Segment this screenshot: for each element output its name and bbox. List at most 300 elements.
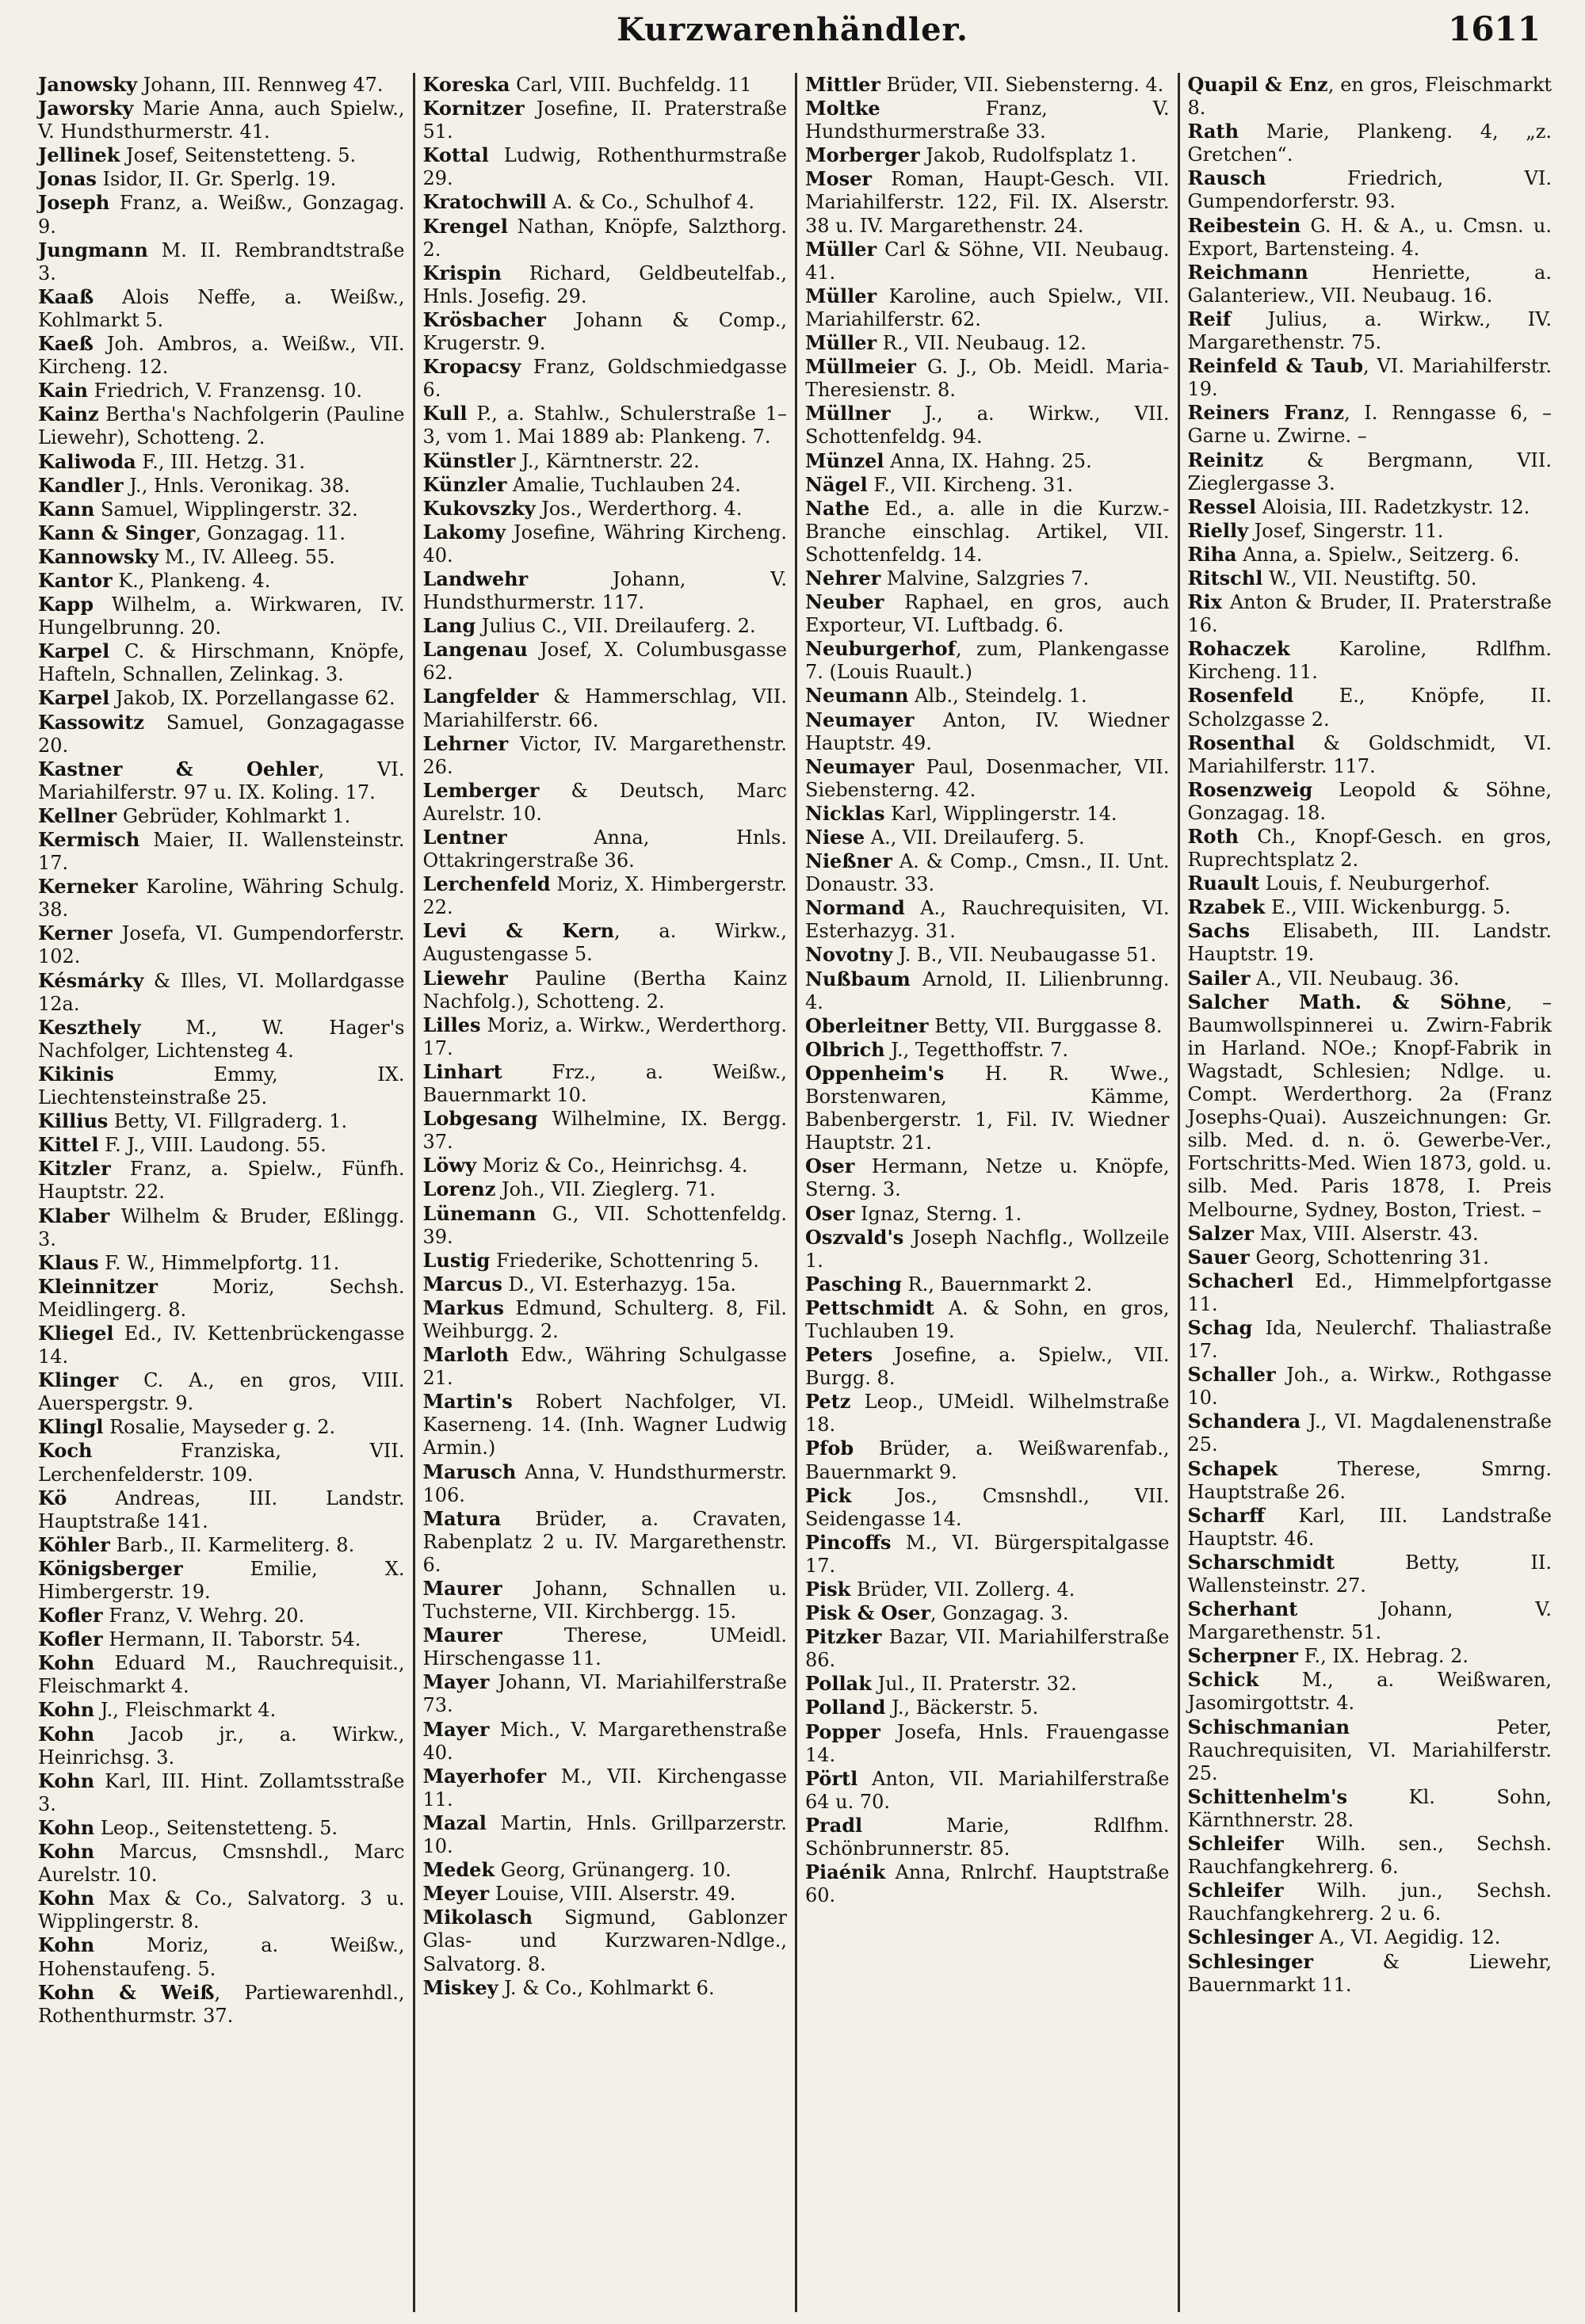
entry-details: J. B., VII. Neubaugasse 51. [892,944,1157,967]
entry-name: Salcher Math. & Söhne [1187,990,1507,1013]
entry-details: J., a. Wirkw., VII. Schottenfeldg. 94. [805,403,1170,448]
entry-name: Lemberger [422,778,540,802]
entry-details: , VI. Mariahilferstr. 97 u. IX. Koling. 17. [38,757,405,803]
entry-details: M., VII. Kirchengasse 11. [422,1765,787,1811]
entry-name: Nehrer [805,566,881,590]
directory-entry [1188,1879,1553,1925]
entry-details: Carl & Söhne, VII. Neubaug. 41. [805,238,1170,284]
entry-details: J., Fleischmarkt 4. [94,1699,277,1722]
directory-entry [38,379,405,403]
entry-name: Lehrner [422,731,509,755]
directory-entry [805,943,1170,967]
directory-entry [805,1038,1170,1062]
column-3 [795,73,1178,2312]
entry-details: Ludwig, Rothenthurmstraße 29. [422,144,787,190]
entry-name: Pitzker [805,1625,882,1649]
entry-name: Schlesinger [1187,1949,1314,1973]
directory-entry [805,1226,1170,1273]
entry-name: Schick [1187,1668,1259,1692]
directory-entry [423,1296,788,1343]
directory-entry [423,685,788,731]
entry-details: Franziska, VII. Lerchenfelderstr. 109. [38,1440,405,1486]
entry-details: Moriz, a. Wirkw., Werderthorg. 17. [422,1013,787,1059]
entry-details: A. & Sohn, en gros, Tuchlauben 19. [805,1296,1170,1342]
entry-name: Jonas [38,167,97,191]
entry-details: Bertha's Nachfolgerin (Pauline Liewehr), Schotteng. 2. [38,403,405,449]
directory-entry [38,1981,405,2028]
entry-name: Kohn & Weiß [38,1980,215,2004]
entry-details: Josef, X. Columbusgasse 62. [422,639,787,685]
entry-details: Kl. Sohn, Kärnthnerstr. 28. [1187,1785,1552,1831]
entry-details: Karl, Wipplingerstr. 14. [884,802,1117,825]
entry-details: Max, VIII. Alserstr. 43. [1254,1222,1479,1245]
directory-entry [1188,1644,1553,1668]
entry-details: Johann, Schnallen u. Tuchsterne, VII. Kirchbergg. 15. [422,1578,787,1624]
directory-entry [1188,731,1553,778]
entry-name: Kropacsy [422,355,521,379]
entry-details: Alois Neffe, a. Weißw., Kohlmarkt 5. [38,285,405,331]
entry-details: & Deutsch, Marc Aurelstr. 10. [422,779,787,825]
entry-name: Jellinek [38,143,120,167]
directory-entry [38,450,405,474]
directory-entry [38,969,405,1016]
entry-details: Samuel, Wipplingerstr. 32. [94,498,358,521]
entry-details: M., IV. Alleeg. 55. [158,545,335,568]
entry-name: Kainz [38,403,99,426]
entry-details: Nathan, Knöpfe, Salzthorg. 2. [422,215,787,261]
entry-name: Kastner & Oehler [38,757,319,780]
entry-details: , Gonzagag. 3. [930,1602,1069,1625]
directory-entry [805,567,1170,590]
entry-name: Künstler [422,448,516,472]
entry-name: Morberger [805,143,920,167]
directory-entry [1188,1316,1553,1363]
directory-entry [423,1154,788,1177]
directory-entry [38,1816,405,1840]
entry-details: Leop., Seitenstetteng. 5. [94,1816,338,1839]
directory-entry [805,1720,1170,1767]
entry-details: J., VI. Magdalenenstraße 25. [1187,1410,1552,1456]
directory-entry [423,97,788,143]
entry-name: Kantor [38,568,113,592]
directory-entry [38,1887,405,1933]
entry-name: Nathe [805,496,870,520]
entry-name: Pörtl [805,1766,858,1790]
directory-entry [1188,1832,1553,1879]
directory-entry [423,261,788,308]
entry-details: Josefine, II. Praterstraße 51. [422,97,787,143]
entry-details: Anna, Hnls. Ottakringerstraße 36. [422,826,787,872]
directory-entry [38,239,405,285]
entry-details: Josefine, a. Spielw., VII. Burgg. 8. [805,1344,1170,1390]
directory-entry [423,1390,788,1460]
entry-name: Marloth [422,1343,509,1367]
entry-details: Anna, V. Hundsthurmerstr. 106. [422,1460,787,1506]
entry-name: Lakomy [422,520,506,544]
entry-name: Lobgesang [422,1107,538,1131]
directory-entry [423,872,788,919]
entry-details: Max & Co., Salvatorg. 3 u. Wipplingerstr. 8. [38,1887,405,1933]
directory-entry [1188,1504,1553,1551]
directory-entry [423,1976,788,2000]
entry-name: Kohn [38,1933,95,1957]
entry-name: Krösbacher [422,307,546,331]
entry-name: Peters [805,1343,873,1367]
entry-details: Carl, VIII. Buchfeldg. 11 [510,74,752,96]
directory-entry [423,449,788,473]
entry-name: Kassowitz [38,710,144,734]
directory-entry [423,826,788,872]
entry-details: Alb., Steindelg. 1. [908,685,1087,708]
entry-details: Gebrüder, Kohlmarkt 1. [116,804,351,827]
directory-entry [38,1698,405,1722]
page-number: 1611 [1448,10,1541,48]
entry-details: , en gros, Fleischmarkt 8. [1187,74,1553,120]
directory-entry [38,639,405,686]
entry-name: Neumayer [805,708,915,731]
directory-entry [38,1651,405,1698]
entry-name: Königsberger [38,1556,183,1580]
entry-name: Kaaß [38,284,94,308]
entry-details: E., Knöpfe, II. Scholzgasse 2. [1187,685,1552,731]
entry-name: Kann & Singer [38,521,196,544]
entry-name: Matura [422,1506,502,1530]
directory-entry [805,1696,1170,1719]
entry-name: Kornitzer [422,97,525,120]
entry-details: Wilhelmine, IX. Bergg. 37. [422,1108,787,1154]
entry-details: Joseph Nachflg., Wollzeile 1. [805,1226,1170,1272]
directory-entry [423,1858,788,1882]
directory-entry [1188,637,1553,684]
directory-entry [38,1204,405,1251]
directory-entry [38,1016,405,1063]
entry-name: Kerneker [38,875,138,899]
entry-details: J., Tegetthoffstr. 7. [884,1038,1069,1061]
directory-entry [38,1933,405,1980]
directory-entry [805,1154,1170,1201]
directory-entry [805,967,1170,1014]
directory-entry [1188,919,1553,966]
directory-entry [1188,1363,1553,1410]
entry-name: Neuber [805,590,884,614]
directory-entry [1188,590,1553,637]
entry-name: Neumayer [805,754,915,778]
entry-name: Schag [1187,1315,1253,1339]
entry-name: Mayer [422,1717,490,1741]
entry-name: Reinfeld & Taub [1187,354,1364,378]
directory-entry [805,238,1170,284]
directory-entry [38,828,405,875]
entry-name: Janowsky [38,73,138,96]
directory-entry [805,802,1170,826]
entry-details: Jacob jr., a. Wirkw., Heinrichsg. 3. [38,1723,405,1769]
column-4 [1178,73,1560,2312]
directory-entry [1188,120,1553,166]
directory-entry [805,1814,1170,1860]
directory-entry [805,637,1170,684]
directory-entry [805,73,1170,97]
entry-details: Malvine, Salzgries 7. [880,567,1090,590]
entry-name: Klaber [38,1204,110,1227]
entry-name: Oser [805,1154,855,1178]
entry-name: Nägel [805,472,868,496]
entry-details: Isidor, II. Gr. Sperlg. 19. [96,168,337,191]
directory-entry [805,1860,1170,1907]
directory-entry [1188,448,1553,495]
entry-details: Leop., UMeidl. Wilhelmstraße 18. [805,1391,1170,1437]
directory-entry [805,167,1170,237]
entry-details: Therese, Smrng. Hauptstraße 26. [1187,1457,1552,1503]
directory-entry [1188,307,1553,354]
entry-details: Julius, a. Wirkw., IV. Margarethenstr. 75. [1187,307,1552,354]
directory-entry [1188,778,1553,825]
entry-details: Jul., II. Praterstr. 32. [871,1673,1077,1696]
entry-details: Anton, VII. Mariahilferstraße 64 u. 70. [805,1767,1170,1813]
entry-name: Koreska [422,73,510,96]
entry-details: Louis, f. Neuburgerhof. [1259,872,1491,895]
directory-entry [38,73,405,97]
entry-details: Amalie, Tuchlauben 24. [506,473,741,496]
entry-name: Münzel [805,448,884,472]
directory-entry [805,1531,1170,1578]
entry-name: Langenau [422,638,528,662]
directory-entry [423,473,788,497]
entry-details: Emilie, X. Himbergerstr. 19. [38,1557,405,1603]
entry-name: Klaus [38,1250,99,1274]
entry-name: Jaworsky [38,97,134,120]
directory-entry [805,331,1170,355]
entry-details: , Partiewarenhdl., Rothenthurmstr. 37. [38,1981,405,2027]
entry-details: & Illes, VI. Mollardgasse 12a. [38,969,405,1015]
entry-details: Therese, UMeidl. Hirschengasse 11. [422,1624,787,1670]
entry-details: Friederike, Schottenring 5. [490,1249,759,1272]
entry-details: Samuel, Gonzagagasse 20. [38,711,405,757]
directory-entry [423,1718,788,1765]
entry-details: J., Kärntnerstr. 22. [515,449,700,472]
entry-details: Franz, a. Spielw., Fünfh. Hauptstr. 22. [38,1158,405,1204]
entry-details: F., VII. Kircheng. 31. [867,473,1074,496]
entry-name: Mayerhofer [422,1764,547,1788]
entry-name: Kottal [422,143,489,167]
directory-entry [423,732,788,779]
entry-details: , I. Renngasse 6, – Garne u. Zwirne. – [1187,402,1552,448]
entry-name: Schapek [1187,1456,1278,1480]
directory-entry [423,919,788,966]
directory-entry [805,97,1170,143]
directory-entry [1188,1222,1553,1246]
directory-entry [1188,684,1553,731]
entry-name: Jungmann [38,238,148,261]
entry-details: Hermann, II. Taborstr. 54. [102,1628,361,1651]
entry-name: Kleinnitzer [38,1274,158,1298]
entry-name: Marusch [422,1460,517,1483]
entry-name: Kohn [38,1887,95,1910]
entry-name: Lang [422,614,476,638]
entry-details: Franz, a. Weißw., Gonzagag. 9. [38,192,405,238]
directory-entry [38,757,405,804]
entry-name: Kain [38,379,88,403]
entry-details: Ed., a. alle in die Kurzw.-Branche einschlag. Artikel, VII. Schottenfeldg. 14. [805,497,1170,566]
directory-entry [38,1275,405,1322]
entry-name: Salzer [1187,1221,1255,1245]
directory-entry [805,826,1170,849]
entry-name: Schittenhelm's [1187,1784,1347,1808]
directory-entry [38,569,405,593]
directory-entry [423,143,788,190]
entry-details: R., VII. Neubaug. 12. [877,332,1087,355]
directory-entry [38,1133,405,1157]
directory-entry [423,73,788,97]
directory-entry [1188,543,1553,567]
directory-entry [423,1249,788,1273]
entry-name: Pick [805,1483,852,1507]
entry-name: Landwehr [422,567,529,590]
entry-name: Lerchenfeld [422,872,551,896]
entry-details: Johann, V. Hundsthurmerstr. 117. [422,567,787,614]
entry-name: Kohn [38,1815,95,1839]
entry-name: Kliegel [38,1321,114,1345]
directory-entry [38,498,405,521]
directory-entry [38,1604,405,1628]
entry-name: Pettschmidt [805,1296,934,1319]
entry-name: Reinitz [1187,448,1264,471]
entry-details: A., Rauchrequisiten, VI. Esterhazyg. 31. [805,897,1170,943]
entry-details: Frz., a. Weißw., Bauernmarkt 10. [422,1060,787,1107]
entry-details: Joh. Ambros, a. Weißw., VII. Kircheng. 12. [38,333,405,379]
entry-details: Ed., Himmelpfortgasse 11. [1187,1269,1552,1315]
entry-details: F. J., VIII. Laudong. 55. [98,1134,327,1157]
entry-details: A. & Comp., Cmsn., II. Unt. Donaustr. 33. [805,850,1170,896]
directory-entry [1188,519,1553,543]
entry-details: Anna, Rnlrchf. Hauptstraße 60. [805,1861,1170,1907]
entry-details: Louise, VIII. Alserstr. 49. [489,1883,736,1906]
entry-details: Johann & Comp., Krugerstr. 9. [422,308,787,355]
entry-name: Quapil & Enz [1187,73,1328,96]
entry-name: Moltke [805,97,880,120]
entry-details: & Hammerschlag, VII. Mariahilferstr. 66. [422,685,787,731]
directory-entry [38,922,405,968]
directory-entry [423,779,788,826]
entry-details: Johann, V. Margarethenstr. 51. [1187,1598,1552,1644]
entry-name: Marcus [422,1272,502,1296]
entry-name: Reibestein [1187,213,1301,237]
entry-name: Pradl [805,1813,863,1837]
entry-name: Reiners Franz [1187,401,1344,425]
entry-details: Georg, Schottenring 31. [1249,1246,1489,1269]
entry-details: J., Bäckerstr. 5. [885,1696,1039,1719]
entry-name: Müllner [805,402,891,425]
directory-entry [38,804,405,828]
entry-name: Pasching [805,1272,902,1296]
entry-name: Reichmann [1187,260,1308,284]
entry-name: Künzler [422,472,507,496]
entry-details: Moriz, a. Weißw., Hohenstaufeng. 5. [38,1934,405,1980]
directory-entry [1188,1785,1553,1832]
entry-name: Rath [1187,120,1239,143]
directory-entry [423,1107,788,1154]
entry-name: Scherhant [1187,1597,1298,1621]
entry-name: Maurer [422,1577,502,1600]
directory-entry [423,215,788,261]
entry-name: Popper [805,1719,880,1743]
column-2 [413,73,796,2312]
directory-entry [38,1769,405,1816]
entry-name: Schleifer [1187,1832,1284,1856]
directory-entry [1188,1925,1553,1949]
entry-details: Arnold, II. Lilienbrunng. 4. [805,967,1170,1013]
entry-details: Karoline, auch Spielw., VII. Mariahilferstr. 62. [805,284,1170,330]
directory-entry [423,1670,788,1717]
entry-details: M. II. Rembrandtstraße 3. [38,239,405,284]
directory-entry [38,191,405,238]
entry-details: M., W. Hager's Nachfolger, Lichtensteg 4. [38,1016,405,1062]
directory-entry [38,474,405,498]
entry-details: Wilh. jun., Sechsh. Rauchfangkehrerg. 2 u. 6. [1187,1879,1552,1925]
entry-details: Karl, III. Hint. Zollamtsstraße 3. [38,1769,405,1815]
directory-entry [423,1177,788,1201]
entry-details: Wilhelm, a. Wirkwaren, IV. Hungelbrunng. 20. [38,593,405,639]
entry-details: Marie, Plankeng. 4, „z. Gretchen“. [1187,120,1552,166]
directory-entry [1188,872,1553,895]
entry-details: P., a. Stahlw., Schulerstraße 1–3, vom 1. Mai 1889 ab: Plankeng. 7. [422,403,787,448]
entry-name: Kermisch [38,828,140,851]
entry-name: Mayer [422,1670,490,1694]
directory-entry [805,896,1170,943]
entry-name: Rosenthal [1187,731,1295,754]
entry-details: Betty, VI. Fillgraderg. 1. [108,1110,348,1133]
entry-details: C. A., en gros, VIII. Auerspergstr. 9. [38,1369,405,1415]
entry-name: Killius [38,1109,109,1133]
entry-name: Müllmeier [805,355,916,379]
entry-name: Kukovszky [422,496,536,520]
entry-details: Marie, Rdlfhm. Schönbrunnerstr. 85. [805,1814,1170,1860]
directory-entry [1188,1457,1553,1504]
directory-entry [1188,990,1553,1222]
directory-entry [423,1060,788,1107]
entry-name: Nicklas [805,801,885,825]
entry-name: Rohaczek [1187,637,1290,661]
directory-entry [423,967,788,1013]
entry-details: Robert Nachfolger, VI. Kaserneng. 14. (Inh. Wagner Ludwig Armin.) [422,1391,787,1460]
entry-name: Rix [1187,590,1222,614]
entry-name: Krengel [422,214,508,238]
directory-entry [38,521,405,545]
directory-entry [38,545,405,569]
directory-entry [805,1014,1170,1038]
entry-details: Brüder, VII. Siebensterng. 4. [880,74,1164,96]
entry-name: Normand [805,896,905,920]
entry-details: Friedrich, V. Franzensg. 10. [87,380,362,403]
directory-entry [423,1273,788,1296]
entry-name: Scherpner [1187,1644,1298,1668]
entry-details: Jakob, IX. Porzellangasse 62. [109,687,395,710]
entry-details: Marie Anna, auch Spielw., V. Hundsthurmerstr. 41. [38,97,405,143]
entry-name: Sailer [1187,966,1251,990]
directory-entry [38,1557,405,1604]
directory-entry [38,285,405,332]
directory-entry [805,402,1170,448]
entry-details: H. R. Wwe., Borstenwaren, Kämme, Babenbergerstr. 1, Fil. IV. Wiedner Hauptstr. 21. [805,1062,1170,1154]
directory-entry [805,473,1170,497]
entry-name: Reif [1187,307,1232,330]
entry-details: Josefa, VI. Gumpendorferstr. 102. [38,922,405,968]
entry-details: Brüder, VII. Zollerg. 4. [850,1578,1075,1601]
entry-name: Miskey [422,1975,498,1999]
entry-details: Eduard M., Rauchrequisit., Fleischmarkt 4. [38,1652,405,1698]
entry-details: J., Hnls. Veronikag. 38. [123,474,350,497]
directory-entry [805,1390,1170,1437]
entry-name: Schandera [1187,1410,1301,1433]
